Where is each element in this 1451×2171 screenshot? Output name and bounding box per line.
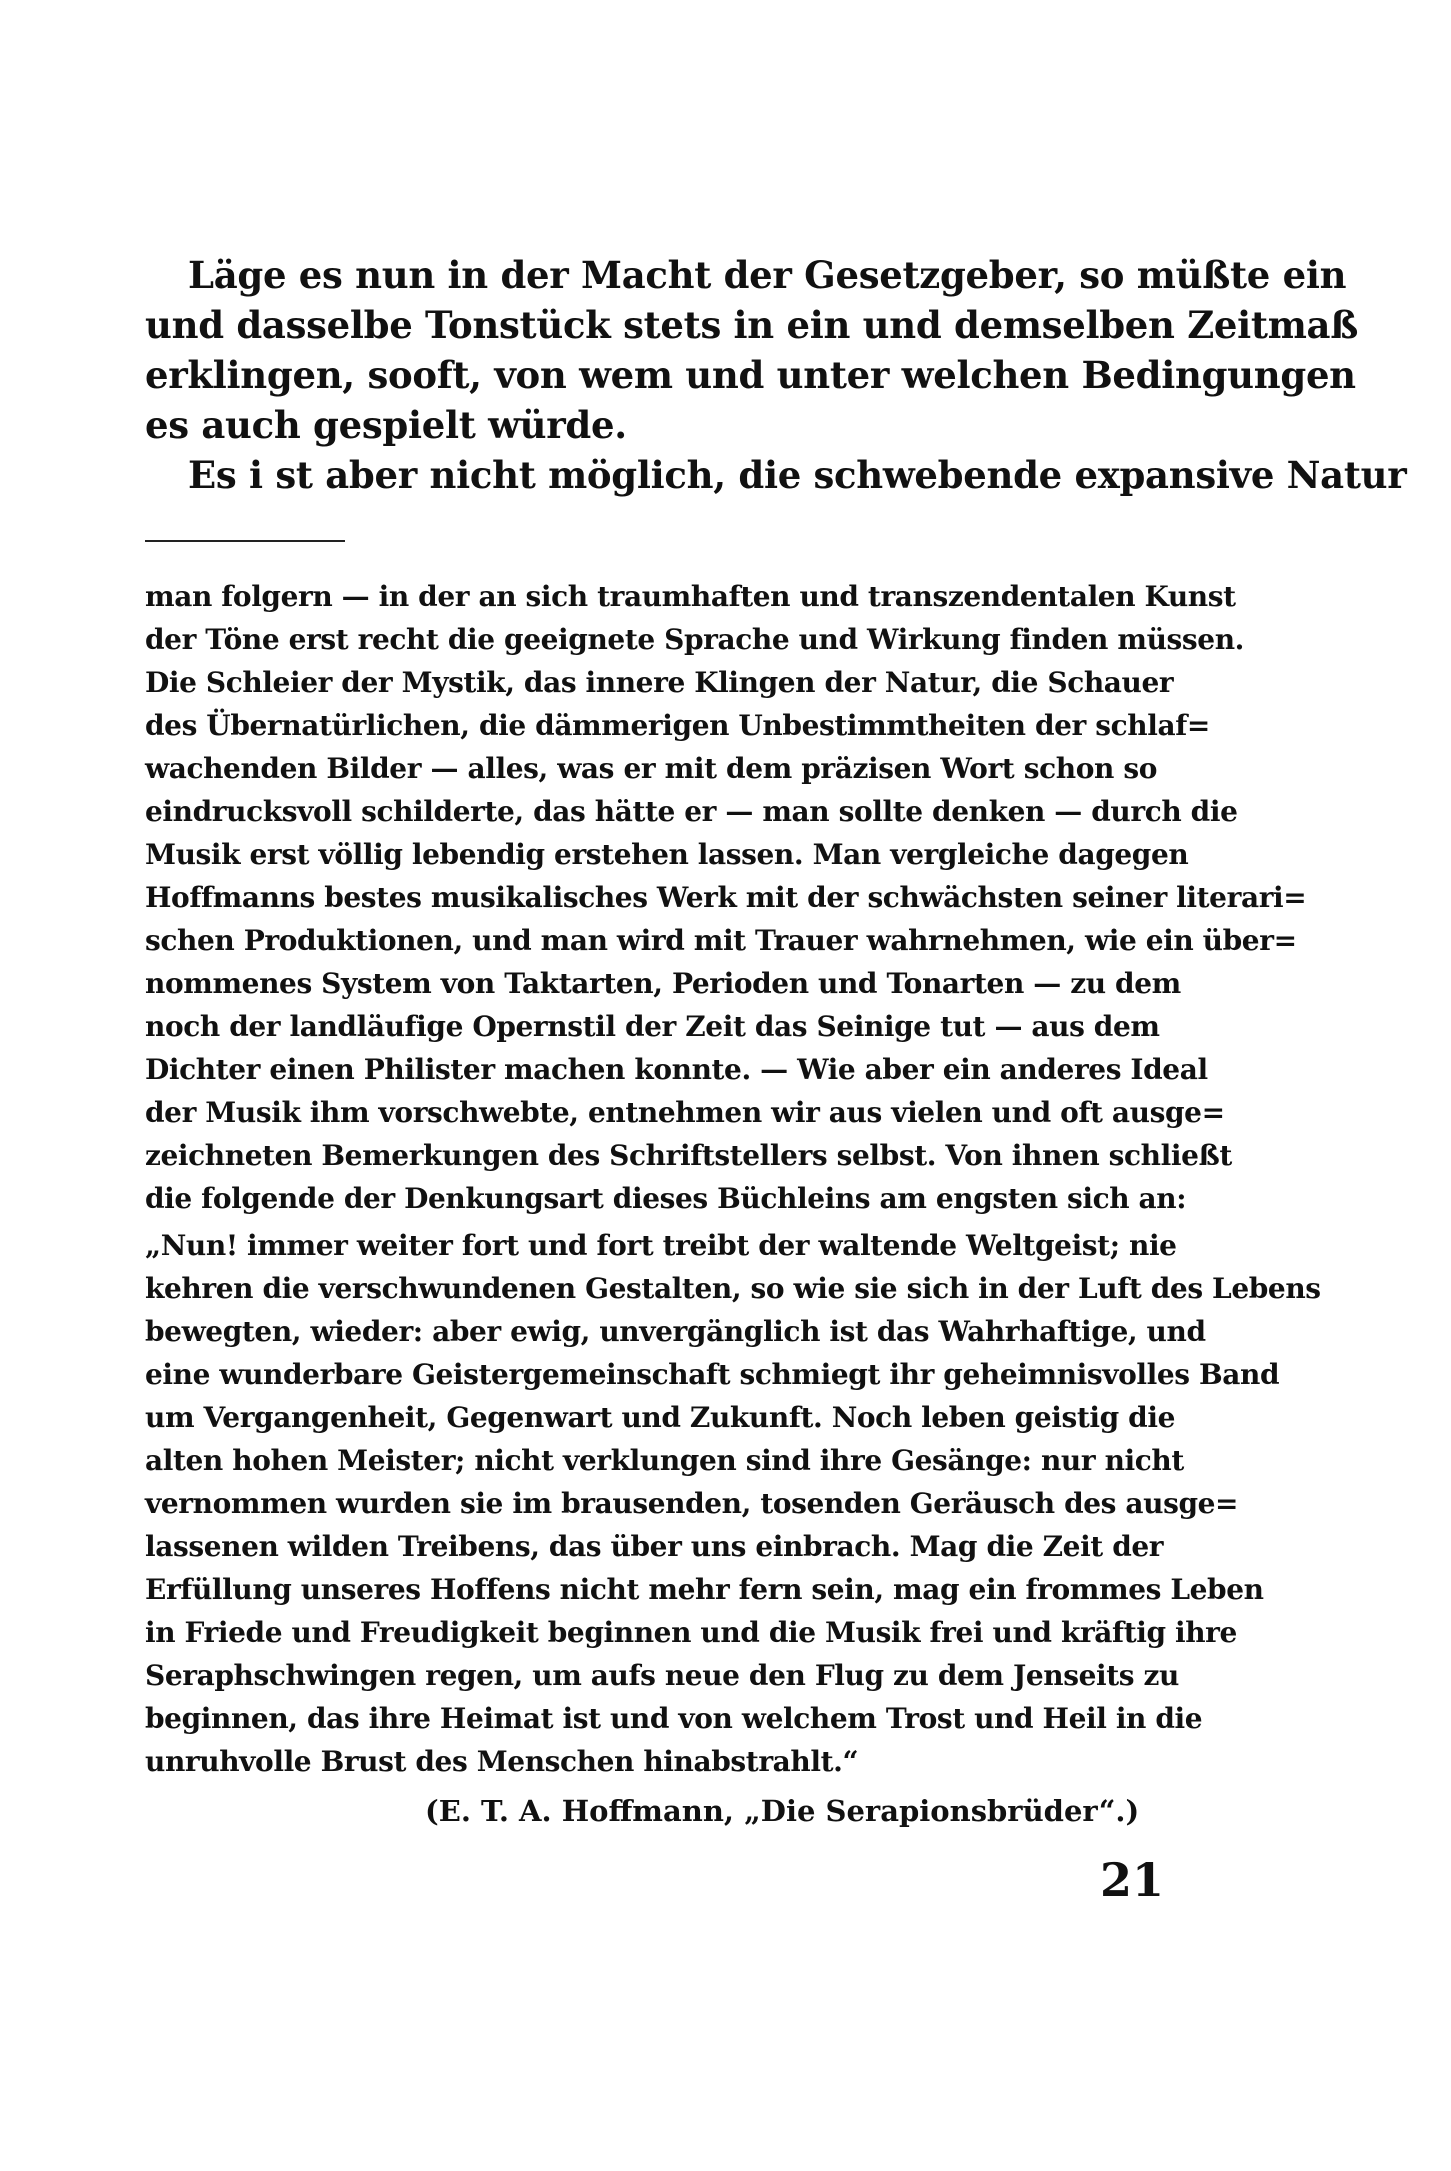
footnote-line: Dichter einen Philister machen konnte. — Wie aber ein anderes Ideal <box>145 1053 1208 1086</box>
footnote-line: noch der landläufige Opernstil der Zeit das Seinige tut — aus dem <box>145 1010 1160 1043</box>
footnote-line: der Musik ihm vorschwebte, entnehmen wir aus vielen und oft ausge= <box>145 1096 1225 1129</box>
footnote-line: Die Schleier der Mystik, das innere Klingen der Natur, die Schauer <box>145 666 1174 699</box>
footnote-line: alten hohen Meister; nicht verklungen sind ihre Gesänge: nur nicht <box>145 1444 1184 1477</box>
footnote-line: nommenes System von Taktarten, Perioden und Tonarten — zu dem <box>145 967 1181 1000</box>
main-text-line: Läge es nun in der Macht der Gesetzgeber, so müßte ein <box>188 253 1347 297</box>
footnote-line: unruhvolle Brust des Menschen hinabstrahlt.“ <box>145 1745 859 1778</box>
footnote-line: man folgern — in der an sich traumhaften und transzendentalen Kunst <box>145 580 1236 613</box>
footnote-line: Hoffmanns bestes musikalisches Werk mit der schwächsten seiner literari= <box>145 881 1307 914</box>
footnote-line: „Nun! immer weiter fort und fort treibt der waltende Weltgeist; nie <box>145 1229 1177 1262</box>
footnote-line: Erfüllung unseres Hoffens nicht mehr fern sein, mag ein frommes Leben <box>145 1573 1264 1606</box>
footnote-line: Seraphschwingen regen, um aufs neue den Flug zu dem Jenseits zu <box>145 1659 1179 1692</box>
footnote-line: kehren die verschwundenen Gestalten, so wie sie sich in der Luft des Lebens <box>145 1272 1321 1305</box>
citation: (E. T. A. Hoffmann, „Die Serapionsbrüder“.) <box>425 1794 1140 1828</box>
footnote-line: in Friede und Freudigkeit beginnen und die Musik frei und kräftig ihre <box>145 1616 1237 1649</box>
footnote-line: zeichneten Bemerkungen des Schriftstellers selbst. Von ihnen schließt <box>145 1139 1232 1172</box>
main-text-line: es auch gespielt würde. <box>145 403 627 447</box>
footnote-line: um Vergangenheit, Gegenwart und Zukunft. Noch leben geistig die <box>145 1401 1175 1434</box>
footnote-line: lassenen wilden Treibens, das über uns einbrach. Mag die Zeit der <box>145 1530 1164 1563</box>
footnote-line: Musik erst völlig lebendig erstehen lassen. Man vergleiche dagegen <box>145 838 1189 871</box>
footnote-line: beginnen, das ihre Heimat ist und von welchem Trost und Heil in die <box>145 1702 1203 1735</box>
main-text-line: und dasselbe Tonstück stets in ein und demselben Zeitmaß <box>145 303 1359 347</box>
footnote-line: der Töne erst recht die geeignete Sprache und Wirkung finden müssen. <box>145 623 1244 656</box>
page-number: 21 <box>1100 1853 1165 1907</box>
footnote-divider <box>145 540 345 542</box>
main-text-line: erklingen, sooft, von wem und unter welchen Bedingungen <box>145 353 1356 397</box>
footnote-line: des Übernatürlichen, die dämmerigen Unbestimmtheiten der schlaf= <box>145 709 1210 742</box>
footnote-line: vernommen wurden sie im brausenden, tosenden Geräusch des ausge= <box>145 1487 1239 1520</box>
main-text-line: Es i st aber nicht möglich, die schwebende expansive Natur <box>188 453 1407 497</box>
footnote-line: eine wunderbare Geistergemeinschaft schmiegt ihr geheimnisvolles Band <box>145 1358 1280 1391</box>
footnote-line: bewegten, wieder: aber ewig, unvergänglich ist das Wahrhaftige, und <box>145 1315 1206 1348</box>
footnote-line: eindrucksvoll schilderte, das hätte er — man sollte denken — durch die <box>145 795 1238 828</box>
footnote-line: schen Produktionen, und man wird mit Trauer wahrnehmen, wie ein über= <box>145 924 1297 957</box>
footnote-line: die folgende der Denkungsart dieses Büchleins am engsten sich an: <box>145 1182 1187 1215</box>
footnote-line: wachenden Bilder — alles, was er mit dem präzisen Wort schon so <box>145 752 1157 785</box>
